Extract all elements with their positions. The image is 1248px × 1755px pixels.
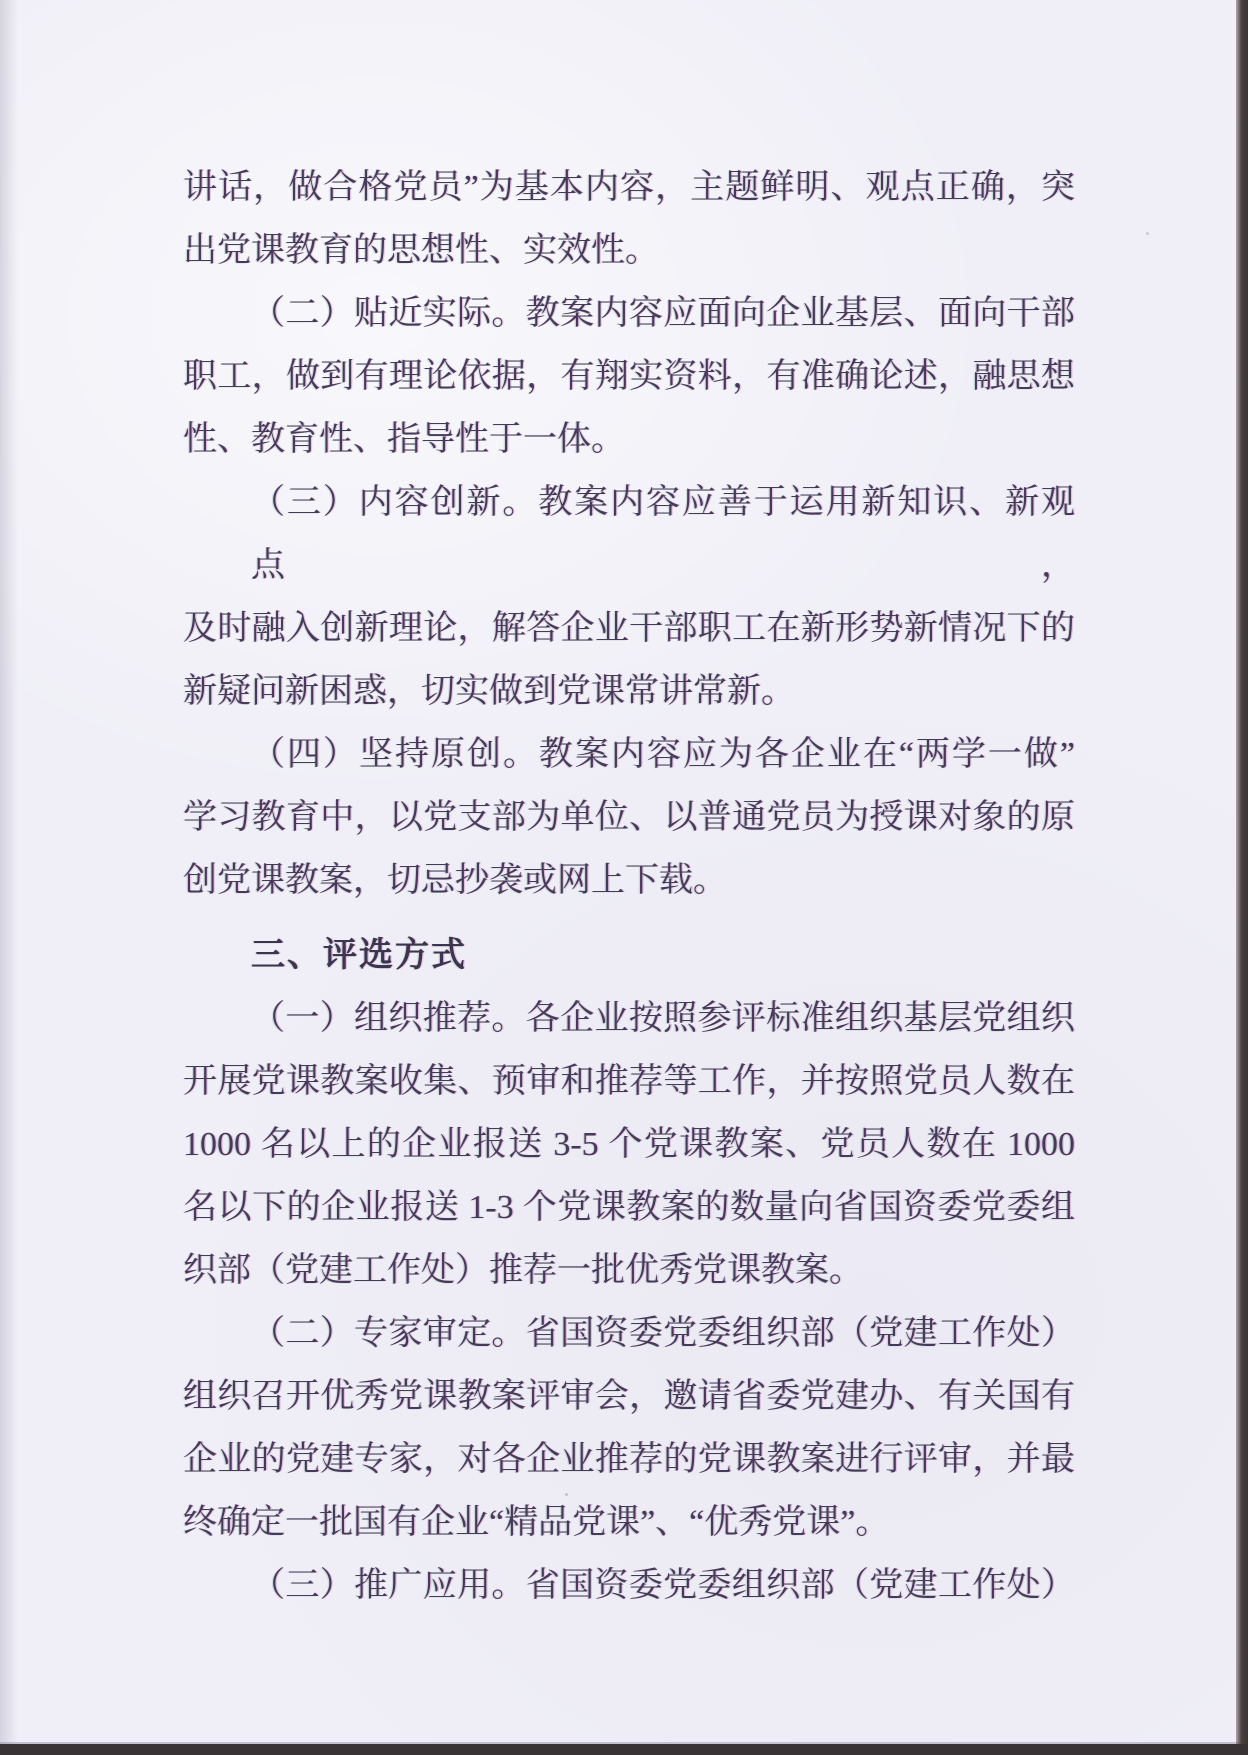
text-line: （三）内容创新。教案内容应善于运用新知识、新观点， [251, 484, 1075, 584]
text-line: 1000 名以上的企业报送 3-5 个党课教案、党员人数在 1000 [183, 1126, 1075, 1163]
text-line: 学习教育中，以党支部为单位、以普通党员为授课对象的原 [183, 799, 1075, 836]
text-line: 性、教育性、指导性于一体。 [183, 421, 625, 458]
document-body [183, 156, 1075, 1617]
text-line: 名以下的企业报送 1-3 个党课教案的数量向省国资委党委组 [183, 1189, 1075, 1226]
text-line: 出党课教育的思想性、实效性。 [183, 232, 659, 269]
text-line: 终确定一批国有企业“精品党课”、“优秀党课”。 [183, 1504, 890, 1541]
text-line: （二）贴近实际。教案内容应面向企业基层、面向干部 [251, 295, 1075, 332]
text-line: 讲话，做合格党员”为基本内容，主题鲜明、观点正确，突 [183, 169, 1075, 206]
scan-edge-right [1236, 0, 1248, 1755]
text-line: （四）坚持原创。教案内容应为各企业在“两学一做” [251, 736, 1075, 773]
text-line: 企业的党建专家，对各企业推荐的党课教案进行评审，并最 [183, 1441, 1075, 1478]
scan-shadow-left [0, 0, 18, 1755]
scan-speck [565, 1493, 568, 1496]
text-line: （二）专家审定。省国资委党委组织部（党建工作处） [251, 1315, 1075, 1352]
text-line: 开展党课教案收集、预审和推荐等工作，并按照党员人数在 [183, 1063, 1075, 1100]
text-line: （三）推广应用。省国资委党委组织部（党建工作处） [251, 1567, 1075, 1604]
text-line: 及时融入创新理论，解答企业干部职工在新形势新情况下的 [183, 610, 1075, 647]
text-line: （一）组织推荐。各企业按照参评标准组织基层党组织 [251, 1000, 1075, 1037]
scan-speck [1146, 232, 1149, 235]
section-heading: 三、评选方式 [251, 936, 467, 974]
scan-speck [424, 307, 428, 311]
scan-edge-bottom [0, 1744, 1248, 1755]
text-line: 创党课教案，切忌抄袭或网上下载。 [183, 862, 727, 899]
text-line: 新疑问新困惑，切实做到党课常讲常新。 [183, 673, 795, 710]
text-line: 组织召开优秀党课教案评审会，邀请省委党建办、有关国有 [183, 1378, 1075, 1415]
text-line: 织部（党建工作处）推荐一批优秀党课教案。 [183, 1252, 863, 1289]
text-line: 职工，做到有理论依据，有翔实资料，有准确论述，融思想 [183, 358, 1075, 395]
